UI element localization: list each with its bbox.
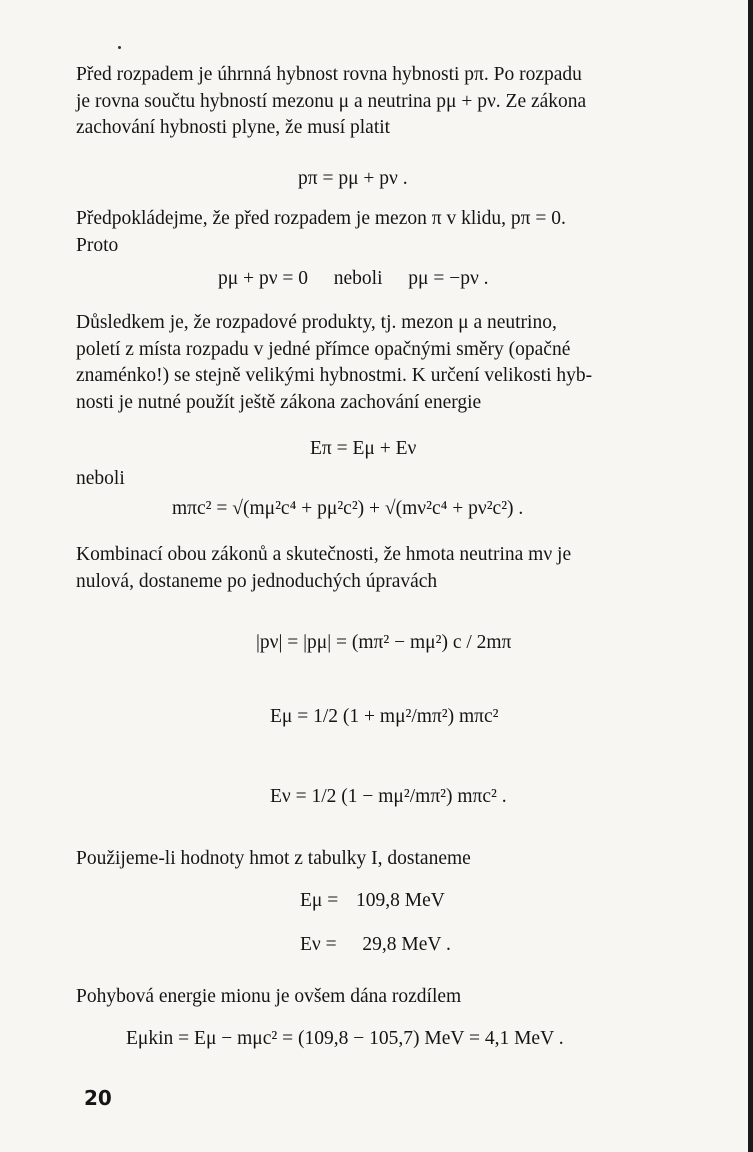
equation-relativistic-energy: mπc² = √(mμ²c⁴ + pμ²c²) + √(mν²c⁴ + pν²c²) . bbox=[172, 498, 524, 519]
equation-part: pμ + pν = 0 bbox=[218, 268, 309, 289]
equation-zero-momentum bbox=[218, 266, 489, 292]
equation-value: 29,8 MeV . bbox=[362, 934, 451, 955]
equation-label: Eμ = bbox=[300, 890, 339, 911]
equation-energy-conservation: Eπ = Eμ + Eν bbox=[310, 438, 417, 459]
text-line: nosti je nutné použít ještě zákona zachování energie bbox=[76, 391, 482, 413]
text-line: poletí z místa rozpadu v jedné přímce opačnými směry (opačné bbox=[76, 338, 571, 360]
paragraph-momentum-before bbox=[76, 62, 676, 142]
page-edge-shadow bbox=[748, 0, 753, 1152]
equation-momentum-magnitude: |pν| = |pμ| = (mπ² − mμ²) c / 2mπ bbox=[256, 632, 512, 653]
paragraph-table-values: Použijeme-li hodnoty hmot z tabulky I, dostaneme bbox=[76, 848, 471, 869]
paragraph-pion-at-rest bbox=[76, 206, 676, 259]
equation-kinetic-energy: Eμkin = Eμ − mμc² = (109,8 − 105,7) MeV = 4,1 MeV . bbox=[126, 1028, 564, 1049]
text-line: nulová, dostaneme po jednoduchých úpravách bbox=[76, 570, 438, 592]
equation-muon-energy: Eμ = 1/2 (1 + mμ²/mπ²) mπc² bbox=[270, 706, 499, 727]
text-line: znaménko!) se stejně velikými hybnostmi. K určení velikosti hyb- bbox=[76, 365, 593, 386]
equation-neutrino-energy-value bbox=[300, 932, 451, 958]
paragraph-kinetic-energy: Pohybová energie mionu je ovšem dána rozdílem bbox=[76, 986, 462, 1007]
paragraph-combination bbox=[76, 542, 676, 595]
text-line: je rovna součtu hybností mezonu μ a neutrina pμ + pν. Ze zákona bbox=[76, 90, 587, 112]
equation-part: neboli bbox=[333, 268, 383, 289]
equation-momentum-conservation: pπ = pμ + pν . bbox=[298, 168, 408, 189]
page-number: 20 bbox=[84, 1086, 112, 1110]
paragraph-consequence bbox=[76, 310, 676, 416]
text-line: Předpokládejme, že před rozpadem je mezon π v klidu, pπ = 0. bbox=[76, 208, 566, 229]
text-line: Proto bbox=[76, 234, 119, 256]
equation-neutrino-energy: Eν = 1/2 (1 − mμ²/mπ²) mπc² . bbox=[270, 786, 507, 807]
text-line: Důsledkem je, že rozpadové produkty, tj. mezon μ a neutrino, bbox=[76, 312, 557, 333]
text-line: Před rozpadem je úhrnná hybnost rovna hybnosti pπ. Po rozpadu bbox=[76, 64, 582, 85]
equation-value: 109,8 MeV bbox=[356, 890, 445, 911]
text-line: Kombinací obou zákonů a skutečnosti, že hmota neutrina mν je bbox=[76, 544, 572, 565]
speck bbox=[118, 46, 121, 49]
equation-label: Eν = bbox=[300, 934, 337, 955]
equation-part: pμ = −pν . bbox=[408, 268, 489, 289]
equation-muon-energy-value bbox=[300, 888, 445, 914]
paragraph-neboli: neboli bbox=[76, 468, 125, 489]
text-line: zachování hybnosti plyne, že musí platit bbox=[76, 117, 391, 138]
